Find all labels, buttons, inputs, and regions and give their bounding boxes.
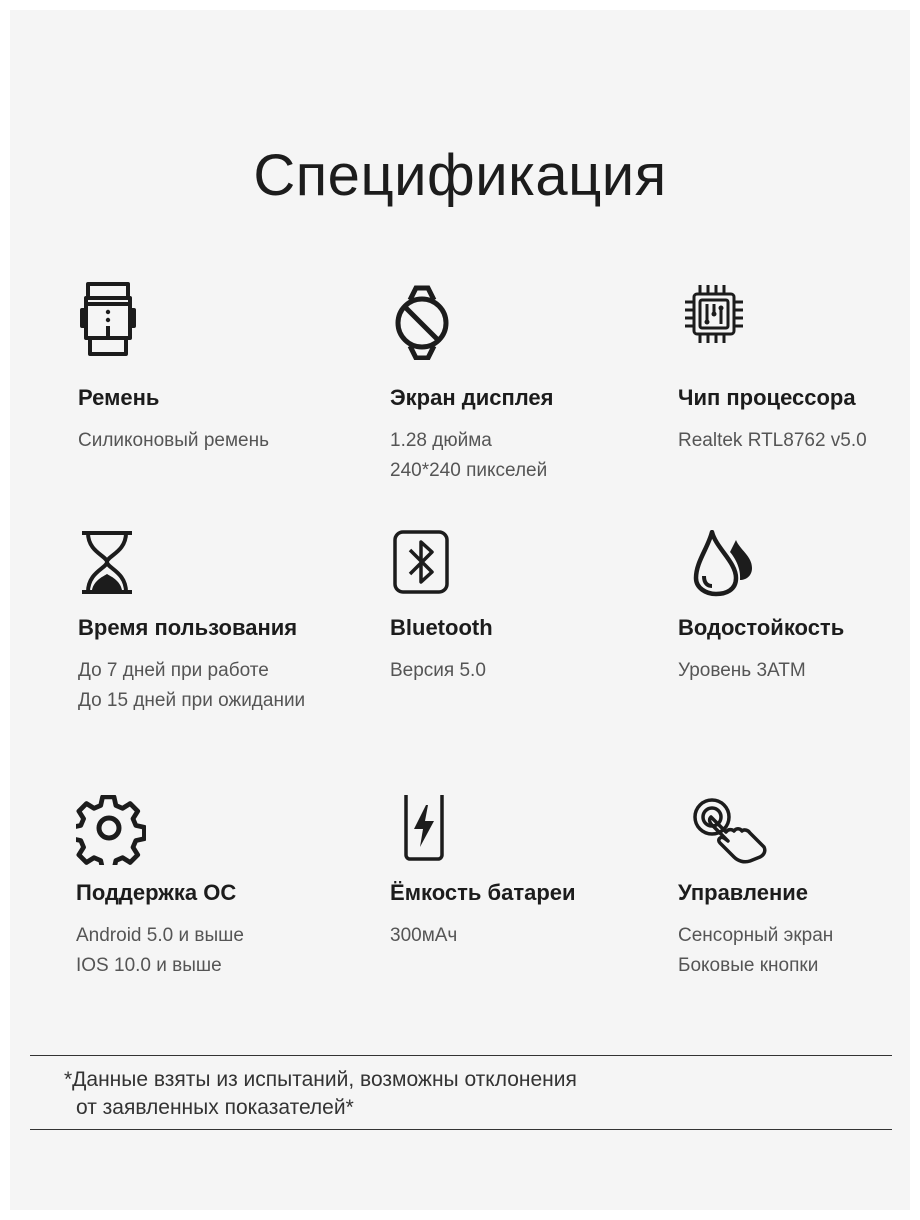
bluetooth-icon	[390, 530, 460, 610]
spec-value: 240*240 пикселей	[390, 460, 548, 481]
spec-value: 1.28 дюйма	[390, 430, 492, 451]
hourglass-icon	[78, 530, 148, 610]
spec-value: IOS 10.0 и выше	[76, 955, 222, 976]
gear-icon	[76, 795, 146, 875]
spec-value: Уровень 3АТМ	[678, 660, 806, 681]
footnote-line-2: от заявленных показателей*	[76, 1096, 354, 1119]
spec-value: До 7 дней при работе	[78, 660, 269, 681]
footnote-line-1: *Данные взяты из испытаний, возможны отклонения	[64, 1068, 577, 1091]
spec-heading: Время пользования	[78, 615, 298, 640]
spec-heading: Bluetooth	[390, 615, 493, 640]
watch-strap-icon	[78, 280, 148, 360]
spec-heading: Экран дисплея	[390, 385, 554, 410]
spec-value: До 15 дней при ожидании	[78, 690, 306, 711]
spec-value: Android 5.0 и выше	[76, 925, 244, 946]
divider-top	[30, 1055, 892, 1056]
divider-bottom	[30, 1129, 892, 1130]
page-title: Спецификация	[253, 143, 667, 208]
spec-value: 300мАч	[390, 925, 458, 946]
spec-heading: Ремень	[78, 385, 160, 410]
spec-value: Боковые кнопки	[678, 955, 819, 976]
spec-heading: Ёмкость батареи	[390, 880, 576, 905]
watch-face-icon	[390, 280, 460, 360]
touch-hand-icon	[678, 795, 748, 875]
spec-value: Сенсорный экран	[678, 925, 834, 946]
spec-heading: Поддержка ОС	[76, 880, 237, 905]
spec-value: Realtek RTL8762 v5.0	[678, 430, 867, 451]
spec-heading: Управление	[678, 880, 809, 905]
water-drops-icon	[678, 530, 748, 610]
spec-value: Версия 5.0	[390, 660, 486, 681]
spec-value: Силиконовый ремень	[78, 430, 269, 451]
battery-charging-icon	[390, 795, 460, 875]
processor-chip-icon	[678, 280, 748, 360]
spec-heading: Чип процессора	[678, 385, 856, 410]
spec-heading: Водостойкость	[678, 615, 845, 640]
